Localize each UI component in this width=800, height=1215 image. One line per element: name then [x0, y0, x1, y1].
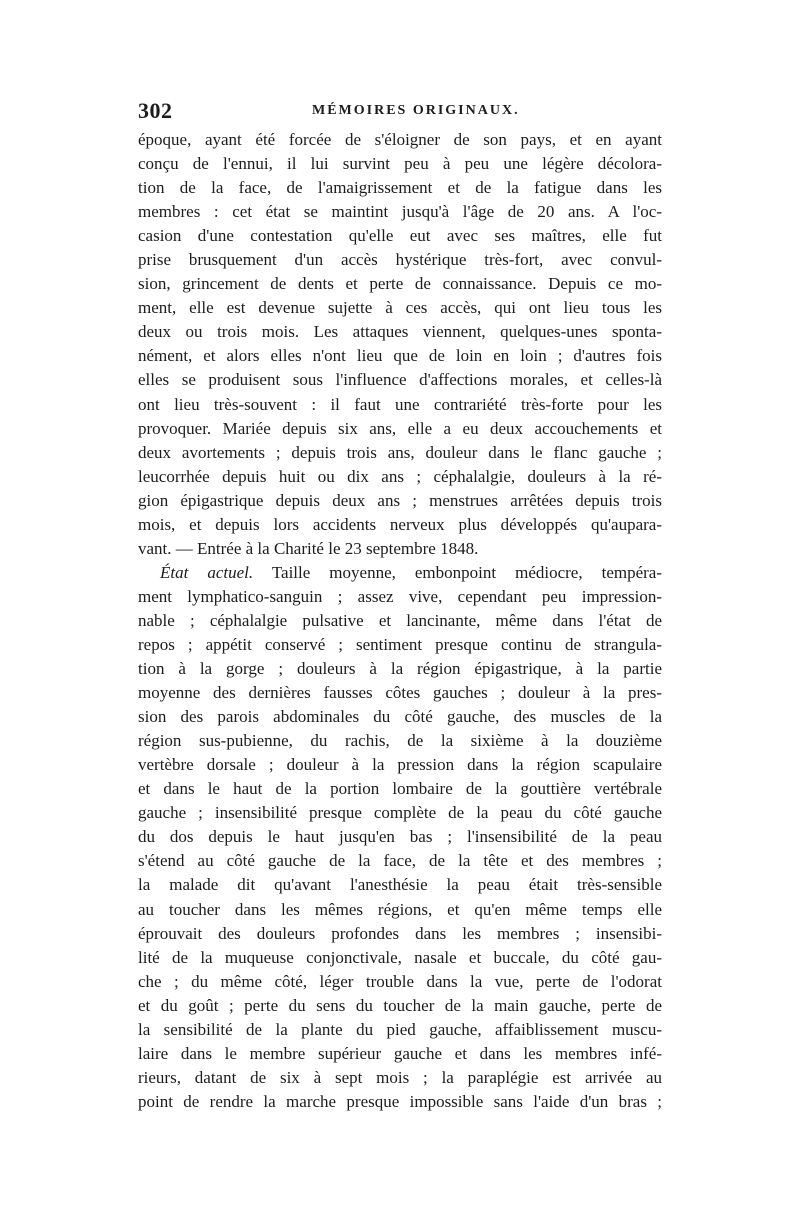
text-line: vant. — Entrée à la Charité le 23 septembre 1848. [138, 538, 479, 558]
text-line: rieurs, datant de six à sept mois ; la paraplégie est arrivée au [138, 1067, 662, 1087]
text-line: membres : cet état se maintint jusqu'à l'âge de 20 ans. A l'oc- [138, 202, 662, 222]
running-head: MÉMOIRES ORIGINAUX. [312, 103, 520, 118]
text-line: gauche ; insensibilité presque complète de la peau du côté gauche [138, 803, 662, 823]
text-line: sion des parois abdominales du côté gauche, des muscles de la [138, 707, 662, 727]
text-line: ment lymphatico-sanguin ; assez vive, cependant peu impression- [138, 586, 662, 606]
text-line: point de rendre la marche presque impossible sans l'aide d'un bras ; [138, 1091, 662, 1111]
text-line: s'étend au côté gauche de la face, de la tête et des membres ; [138, 851, 662, 871]
text-line: lité de la muqueuse conjonctivale, nasale et buccale, du côté gau- [138, 947, 662, 967]
text-line: moyenne des dernières fausses côtes gauches ; douleur à la pres- [138, 683, 662, 703]
text-line: leucorrhée depuis huit ou dix ans ; céphalalgie, douleurs à la ré- [138, 466, 662, 486]
text-line: che ; du même côté, léger trouble dans la vue, perte de l'odorat [138, 971, 662, 991]
text-line: la sensibilité de la plante du pied gauche, affaiblissement muscu- [138, 1019, 662, 1039]
text-line: nable ; céphalalgie pulsative et lancinante, même dans l'état de [138, 610, 662, 630]
text-line: deux avortements ; depuis trois ans, douleur dans le flanc gauche ; [138, 442, 662, 462]
text-line [138, 561, 662, 585]
text-line: au toucher dans les mêmes régions, et qu'en même temps elle [138, 899, 662, 919]
text-line: nément, et alors elles n'ont lieu que de loin en loin ; d'autres fois [138, 346, 662, 366]
text-line: vertèbre dorsale ; douleur à la pression dans la région scapulaire [138, 755, 662, 775]
text-line: époque, ayant été forcée de s'éloigner de son pays, et en ayant [138, 130, 662, 149]
text-line: et du goût ; perte du sens du toucher de la main gauche, perte de [138, 995, 662, 1015]
text-line: gion épigastrique depuis deux ans ; menstrues arrêtées depuis trois [138, 490, 662, 510]
text-line: provoquer. Mariée depuis six ans, elle a eu deux accouchements et [138, 418, 662, 438]
text-line: région sus-pubienne, du rachis, de la sixième à la douzième [138, 731, 662, 751]
text-line: ment, elle est devenue sujette à ces accès, qui ont lieu tous les [138, 298, 662, 318]
text-line: la malade dit qu'avant l'anesthésie la peau était très-sensible [138, 875, 662, 895]
text-line: laire dans le membre supérieur gauche et dans les membres infé- [138, 1043, 662, 1063]
text-line: repos ; appétit conservé ; sentiment presque continu de strangula- [138, 634, 662, 654]
text-line: du dos depuis le haut jusqu'en bas ; l'insensibilité de la peau [138, 827, 662, 847]
section-label: État actuel. [160, 562, 254, 582]
text-line: tion à la gorge ; douleurs à la région épigastrique, à la partie [138, 659, 662, 679]
text-fragment: Taille moyenne, embonpoint médiocre, tempéra- [253, 562, 662, 582]
text-line: casion d'une contestation qu'elle eut avec ses maîtres, elle fut [138, 226, 662, 246]
text-line: et dans le haut de la portion lombaire de la gouttière vertébrale [138, 779, 662, 799]
text-line: mois, et depuis lors accidents nerveux plus développés qu'aupara- [138, 514, 662, 534]
text-line: ont lieu très-souvent : il faut une contrariété très-forte pour les [138, 394, 662, 414]
text-line: tion de la face, de l'amaigrissement et de la fatigue dans les [138, 178, 662, 198]
text-line: conçu de l'ennui, il lui survint peu à peu une légère décolora- [138, 154, 662, 174]
text-line: elles se produisent sous l'influence d'affections morales, et celles-là [138, 370, 662, 390]
page-header [138, 98, 663, 126]
text-line: prise brusquement d'un accès hystérique très-fort, avec convul- [138, 250, 662, 270]
body-text [138, 128, 662, 1114]
text-line: éprouvait des douleurs profondes dans les membres ; insensibi- [138, 923, 662, 943]
page-number: 302 [138, 98, 173, 123]
text-line: sion, grincement de dents et perte de connaissance. Depuis ce mo- [138, 274, 662, 294]
text-line: deux ou trois mois. Les attaques viennent, quelques-unes sponta- [138, 322, 662, 342]
